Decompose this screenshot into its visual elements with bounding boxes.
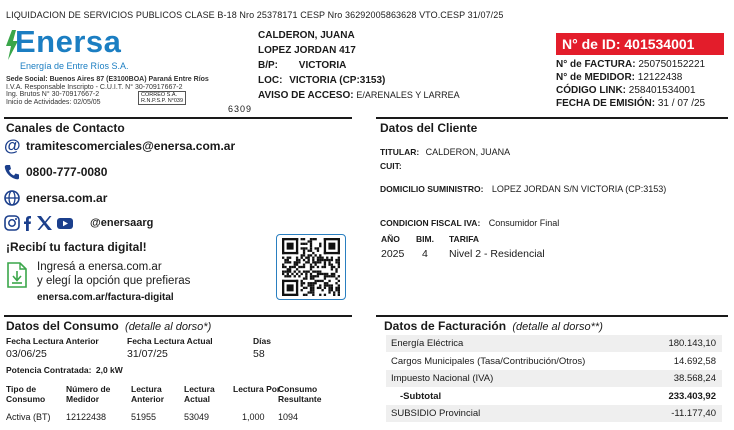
tarifa-value: Nivel 2 - Residencial <box>449 248 545 260</box>
bp-value: VICTORIA <box>298 60 347 71</box>
facturacion-item-label: -Subtotal <box>400 390 442 402</box>
consumo-title <box>6 319 211 333</box>
contact-title: Canales de Contacto <box>6 121 125 135</box>
dias-value: 58 <box>253 348 265 360</box>
sede-line-2: I.V.A. Responsable Inscripto - C.U.I.T. N° 30-70917667-2 <box>6 83 183 91</box>
bim-label: BIM. <box>416 234 434 244</box>
factura-label: N° de FACTURA: <box>556 59 636 70</box>
titular-value: CALDERON, JUANA <box>425 147 511 157</box>
f-ant-value: 03/06/25 <box>6 348 47 360</box>
facturacion-title <box>384 319 603 333</box>
loc-label: LOC: <box>258 75 283 86</box>
customer-address: LOPEZ JORDAN 417 <box>258 45 356 56</box>
customer-block <box>258 28 460 103</box>
facturacion-item-value: 14.692,58 <box>673 355 716 367</box>
divider-facturacion <box>376 315 728 317</box>
digital-url[interactable]: enersa.com.ar/factura-digital <box>37 292 174 303</box>
document-download-icon <box>6 262 28 288</box>
contact-web-row[interactable] <box>4 190 107 206</box>
facturacion-item-value: 233.403,92 <box>668 390 716 402</box>
medidor-label: N° de MEDIDOR: <box>556 72 635 83</box>
youtube-icon <box>57 218 73 229</box>
sede-line-4: Inicio de Actividades: 02/05/05 <box>6 98 101 106</box>
qr-code[interactable] <box>276 234 346 300</box>
instagram-icon <box>5 216 19 230</box>
facturacion-row <box>386 353 722 370</box>
iva-label: CONDICION FISCAL IVA: <box>380 218 481 228</box>
facturacion-title-text: Datos de Facturación <box>384 319 507 333</box>
phone-icon <box>4 164 20 180</box>
iva-row <box>380 213 559 231</box>
bp-label: B/P: <box>258 60 278 71</box>
digital-title: ¡Recibí tu factura digital! <box>6 240 147 254</box>
facturacion-item-value: -11.177,40 <box>671 408 716 419</box>
potencia-value: 2,0 kW <box>95 365 123 375</box>
contact-phone-row[interactable] <box>4 164 107 180</box>
emision-label: FECHA DE EMISIÓN: <box>556 98 656 109</box>
consumo-cell: 12122438 <box>66 412 107 422</box>
consumo-cell: 1,000 <box>242 412 265 422</box>
f-ant-label: Fecha Lectura Anterior <box>6 336 99 346</box>
consumo-col-header: Tipo de Consumo <box>6 384 46 404</box>
divider-client <box>376 117 728 119</box>
iva-value: Consumidor Final <box>488 218 560 228</box>
digital-line-1: Ingresá a enersa.com.ar <box>37 261 162 273</box>
facturacion-item-value: 180.143,10 <box>668 338 716 349</box>
globe-icon <box>4 190 20 206</box>
contact-social[interactable]: @enersaarg <box>90 217 154 229</box>
contact-social-row[interactable] <box>4 215 153 231</box>
digital-text <box>37 260 190 288</box>
link-value: 258401534001 <box>628 85 696 96</box>
consumo-title-text: Datos del Consumo <box>6 319 119 333</box>
tarifa-label: TARIFA <box>449 234 480 244</box>
consumo-cell: 1094 <box>278 412 299 422</box>
domicilio-row <box>380 179 666 197</box>
x-icon <box>37 216 52 230</box>
link-label: CÓDIGO LINK: <box>556 85 626 96</box>
consumo-col-header: Lectura Anterior <box>131 384 165 404</box>
titular-row <box>380 142 510 160</box>
emision-value: 31 / 07 /25 <box>657 98 706 109</box>
correo-sub: R.N.P.S.P. N°039 <box>141 98 184 104</box>
f-act-label: Fecha Lectura Actual <box>127 336 213 346</box>
consumo-col-header: Número de Medidor <box>66 384 111 404</box>
consumo-subtitle: (detalle al dorso*) <box>125 321 212 333</box>
facturacion-item-label: Cargos Municipales (Tasa/Contribución/Otros) <box>391 355 586 367</box>
facturacion-row <box>386 335 722 352</box>
contact-web[interactable]: enersa.com.ar <box>26 191 108 205</box>
consumo-col-header: Consumo Resultante <box>278 384 322 404</box>
facturacion-row <box>386 405 722 422</box>
divider-consumo <box>4 315 352 317</box>
bim-value: 4 <box>422 248 428 260</box>
facturacion-row <box>386 370 722 387</box>
liquidacion-line: LIQUIDACION DE SERVICIOS PUBLICOS CLASE B-18 Nro 25378171 CESP Nro 36292005863628 VTO.CESP 31/07/25 <box>6 10 504 20</box>
facturacion-item-label: SUBSIDIO Provincial <box>391 408 481 419</box>
potencia-label: Potencia Contratada: <box>6 365 92 375</box>
barcode-number: 6309 <box>228 104 253 114</box>
anio-label: AÑO <box>381 234 400 244</box>
contact-email[interactable]: tramitescomerciales@enersa.com.ar <box>26 139 236 153</box>
domicilio-value: LOPEZ JORDAN S/N VICTORIA (CP:3153) <box>491 184 667 194</box>
factura-value: 250750152221 <box>638 59 706 70</box>
correo-stamp <box>138 91 186 105</box>
correo-name: CORREO S.A. <box>141 92 178 98</box>
contact-email-row[interactable] <box>4 138 235 154</box>
facebook-icon <box>24 216 31 231</box>
aviso-value: E/ARENALES Y LARREA <box>356 90 460 100</box>
loc-value: VICTORIA (CP:3153) <box>289 75 386 86</box>
facturacion-subtitle: (detalle al dorso**) <box>512 321 603 333</box>
at-icon: @ <box>4 136 21 155</box>
medidor-value: 12122438 <box>637 72 683 83</box>
customer-name: CALDERON, JUANA <box>258 30 355 41</box>
facturacion-item-label: Impuesto Nacional (IVA) <box>391 373 494 384</box>
consumo-cell: Activa (BT) <box>6 412 51 422</box>
domicilio-label: DOMICILIO SUMINISTRO: <box>380 184 484 194</box>
facturacion-row <box>386 388 722 405</box>
consumo-cell: 53049 <box>184 412 210 422</box>
logo-tagline: Energía de Entre Ríos S.A. <box>20 61 129 71</box>
enersa-logo <box>6 24 129 74</box>
anio-value: 2025 <box>381 248 405 260</box>
qr-pattern <box>280 238 342 296</box>
logo-word: Enersa <box>15 24 122 59</box>
f-act-value: 31/07/25 <box>127 348 168 360</box>
client-title: Datos del Cliente <box>380 121 478 135</box>
divider-contact <box>4 117 352 119</box>
consumo-col-header: Lectura Por <box>233 384 281 394</box>
id-badge: N° de ID: 401534001 <box>556 33 724 55</box>
potencia-row <box>6 365 123 375</box>
consumo-col-header: Lectura Actual <box>184 384 215 404</box>
facturacion-item-label: Energía Eléctrica <box>391 338 464 349</box>
consumo-cell: 51955 <box>131 412 157 422</box>
dias-label: Días <box>253 336 271 346</box>
sede-line-3: Ing. Brutos N° 30-70917667-2 <box>6 91 100 98</box>
sede-line-1: Sede Social: Buenos Aires 87 (E3100BOA) Paraná Entre Ríos <box>6 76 209 83</box>
digital-line-2: y elegí la opción que prefieras <box>37 275 191 287</box>
cuit-label: CUIT: <box>380 161 402 171</box>
invoice-info <box>556 58 705 110</box>
contact-phone[interactable]: 0800-777-0080 <box>26 165 108 179</box>
facturacion-item-value: 38.568,24 <box>673 373 716 384</box>
social-icons <box>4 215 76 231</box>
titular-label: TITULAR: <box>380 147 420 157</box>
aviso-label: AVISO DE ACCESO: <box>258 90 354 101</box>
